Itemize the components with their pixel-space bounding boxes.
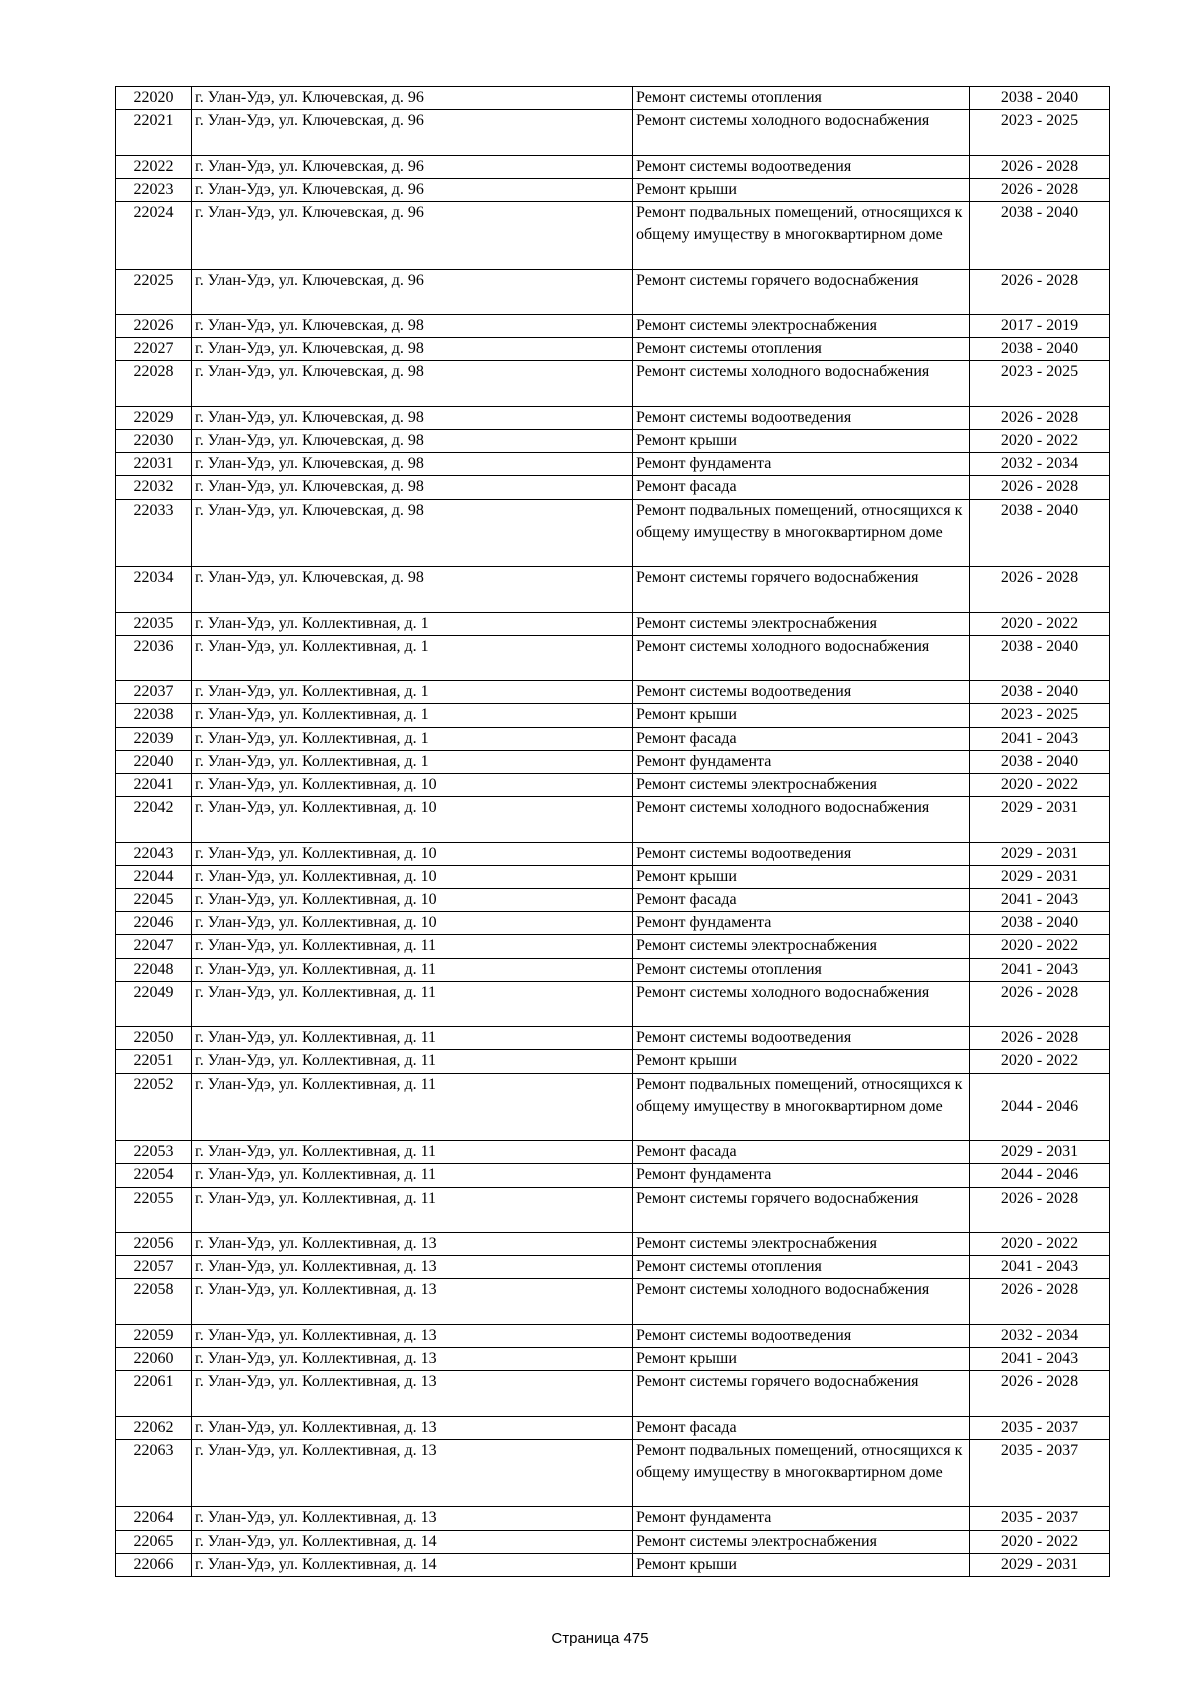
row-number: 22061 [116, 1371, 192, 1416]
row-period: 2038 - 2040 [970, 202, 1110, 270]
row-number: 22024 [116, 202, 192, 270]
row-period: 2029 - 2031 [970, 1553, 1110, 1576]
row-address: г. Улан-Удэ, ул. Коллективная, д. 11 [192, 935, 633, 958]
row-number: 22054 [116, 1164, 192, 1187]
row-address: г. Улан-Удэ, ул. Коллективная, д. 10 [192, 865, 633, 888]
table-row [116, 1187, 1110, 1232]
row-number: 22053 [116, 1141, 192, 1164]
row-work-type: Ремонт системы электроснабжения [633, 612, 970, 635]
row-address: г. Улан-Удэ, ул. Коллективная, д. 1 [192, 704, 633, 727]
row-period: 2020 - 2022 [970, 935, 1110, 958]
row-number: 22028 [116, 361, 192, 406]
row-work-type: Ремонт системы горячего водоснабжения [633, 269, 970, 314]
table-row [116, 1050, 1110, 1073]
table-row [116, 1530, 1110, 1553]
row-work-type: Ремонт системы водоотведения [633, 1027, 970, 1050]
row-period: 2026 - 2028 [970, 981, 1110, 1026]
row-period: 2029 - 2031 [970, 842, 1110, 865]
row-work-type: Ремонт системы водоотведения [633, 842, 970, 865]
row-period: 2032 - 2034 [970, 453, 1110, 476]
table-row [116, 1371, 1110, 1416]
row-number: 22035 [116, 612, 192, 635]
row-address: г. Улан-Удэ, ул. Коллективная, д. 13 [192, 1279, 633, 1324]
row-period: 2023 - 2025 [970, 361, 1110, 406]
row-period: 2038 - 2040 [970, 338, 1110, 361]
table-row [116, 1073, 1110, 1141]
table-row [116, 750, 1110, 773]
table-row [116, 1256, 1110, 1279]
row-address: г. Улан-Удэ, ул. Ключевская, д. 98 [192, 499, 633, 567]
row-work-type: Ремонт системы холодного водоснабжения [633, 981, 970, 1026]
table-row [116, 773, 1110, 796]
row-period: 2041 - 2043 [970, 1347, 1110, 1370]
row-number: 22044 [116, 865, 192, 888]
table-row [116, 1347, 1110, 1370]
table-row [116, 797, 1110, 842]
row-address: г. Улан-Удэ, ул. Коллективная, д. 10 [192, 888, 633, 911]
row-number: 22023 [116, 178, 192, 201]
row-work-type: Ремонт системы водоотведения [633, 406, 970, 429]
table-row [116, 704, 1110, 727]
row-number: 22063 [116, 1439, 192, 1507]
row-period: 2026 - 2028 [970, 476, 1110, 499]
row-number: 22055 [116, 1187, 192, 1232]
row-address: г. Улан-Удэ, ул. Ключевская, д. 98 [192, 567, 633, 612]
row-address: г. Улан-Удэ, ул. Ключевская, д. 96 [192, 155, 633, 178]
row-period: 2029 - 2031 [970, 1141, 1110, 1164]
row-address: г. Улан-Удэ, ул. Коллективная, д. 13 [192, 1232, 633, 1255]
table-row [116, 87, 1110, 110]
repair-schedule-table [115, 86, 1110, 1577]
table-row [116, 567, 1110, 612]
row-address: г. Улан-Удэ, ул. Коллективная, д. 10 [192, 842, 633, 865]
table-row [116, 912, 1110, 935]
row-address: г. Улан-Удэ, ул. Ключевская, д. 96 [192, 178, 633, 201]
row-address: г. Улан-Удэ, ул. Ключевская, д. 98 [192, 314, 633, 337]
row-work-type: Ремонт системы холодного водоснабжения [633, 361, 970, 406]
row-work-type: Ремонт системы холодного водоснабжения [633, 110, 970, 155]
table-row [116, 1416, 1110, 1439]
row-number: 22065 [116, 1530, 192, 1553]
row-address: г. Улан-Удэ, ул. Ключевская, д. 98 [192, 476, 633, 499]
row-work-type: Ремонт системы отопления [633, 87, 970, 110]
row-number: 22049 [116, 981, 192, 1026]
table-row [116, 314, 1110, 337]
row-address: г. Улан-Удэ, ул. Коллективная, д. 14 [192, 1530, 633, 1553]
row-number: 22050 [116, 1027, 192, 1050]
row-period: 2020 - 2022 [970, 1232, 1110, 1255]
row-period: 2038 - 2040 [970, 499, 1110, 567]
row-period: 2023 - 2025 [970, 704, 1110, 727]
row-address: г. Улан-Удэ, ул. Ключевская, д. 96 [192, 87, 633, 110]
row-period: 2020 - 2022 [970, 1050, 1110, 1073]
table-row [116, 727, 1110, 750]
row-work-type: Ремонт системы горячего водоснабжения [633, 1371, 970, 1416]
row-number: 22041 [116, 773, 192, 796]
row-work-type: Ремонт системы отопления [633, 958, 970, 981]
row-address: г. Улан-Удэ, ул. Коллективная, д. 11 [192, 1050, 633, 1073]
page-number: Страница 475 [551, 1630, 649, 1647]
row-number: 22060 [116, 1347, 192, 1370]
row-period: 2026 - 2028 [970, 406, 1110, 429]
row-number: 22037 [116, 681, 192, 704]
row-address: г. Улан-Удэ, ул. Ключевская, д. 96 [192, 202, 633, 270]
row-work-type: Ремонт фасада [633, 1141, 970, 1164]
table-row [116, 1141, 1110, 1164]
table-row [116, 269, 1110, 314]
row-work-type: Ремонт крыши [633, 1553, 970, 1576]
row-period: 2026 - 2028 [970, 1371, 1110, 1416]
row-period: 2020 - 2022 [970, 612, 1110, 635]
row-number: 22030 [116, 429, 192, 452]
row-number: 22057 [116, 1256, 192, 1279]
table-row [116, 361, 1110, 406]
row-work-type: Ремонт подвальных помещений, относящихся к общему имуществу в многоквартирном доме [633, 202, 970, 270]
table-row [116, 1553, 1110, 1576]
row-work-type: Ремонт системы горячего водоснабжения [633, 1187, 970, 1232]
row-address: г. Улан-Удэ, ул. Коллективная, д. 13 [192, 1416, 633, 1439]
row-period: 2023 - 2025 [970, 110, 1110, 155]
table-row [116, 338, 1110, 361]
row-period: 2041 - 2043 [970, 888, 1110, 911]
table-row [116, 865, 1110, 888]
row-period: 2020 - 2022 [970, 429, 1110, 452]
row-address: г. Улан-Удэ, ул. Коллективная, д. 13 [192, 1371, 633, 1416]
row-work-type: Ремонт крыши [633, 865, 970, 888]
row-address: г. Улан-Удэ, ул. Коллективная, д. 10 [192, 912, 633, 935]
row-period: 2041 - 2043 [970, 727, 1110, 750]
row-number: 22021 [116, 110, 192, 155]
table-row [116, 842, 1110, 865]
table-row [116, 612, 1110, 635]
row-work-type: Ремонт фундамента [633, 1507, 970, 1530]
row-period: 2020 - 2022 [970, 1530, 1110, 1553]
table-row [116, 888, 1110, 911]
row-number: 22026 [116, 314, 192, 337]
row-address: г. Улан-Удэ, ул. Коллективная, д. 11 [192, 981, 633, 1026]
row-work-type: Ремонт системы водоотведения [633, 1324, 970, 1347]
table-row [116, 178, 1110, 201]
row-address: г. Улан-Удэ, ул. Ключевская, д. 98 [192, 429, 633, 452]
row-number: 22027 [116, 338, 192, 361]
row-address: г. Улан-Удэ, ул. Коллективная, д. 13 [192, 1324, 633, 1347]
row-number: 22025 [116, 269, 192, 314]
row-address: г. Улан-Удэ, ул. Коллективная, д. 13 [192, 1507, 633, 1530]
table-row [116, 155, 1110, 178]
row-work-type: Ремонт подвальных помещений, относящихся к общему имуществу в многоквартирном доме [633, 499, 970, 567]
row-address: г. Улан-Удэ, ул. Коллективная, д. 11 [192, 1073, 633, 1141]
row-number: 22064 [116, 1507, 192, 1530]
row-address: г. Улан-Удэ, ул. Коллективная, д. 1 [192, 681, 633, 704]
row-period: 2029 - 2031 [970, 797, 1110, 842]
row-period: 2026 - 2028 [970, 1279, 1110, 1324]
table-row [116, 1027, 1110, 1050]
row-period: 2038 - 2040 [970, 635, 1110, 680]
row-period: 2035 - 2037 [970, 1416, 1110, 1439]
row-address: г. Улан-Удэ, ул. Коллективная, д. 11 [192, 1187, 633, 1232]
row-number: 22036 [116, 635, 192, 680]
row-work-type: Ремонт системы электроснабжения [633, 935, 970, 958]
row-number: 22022 [116, 155, 192, 178]
table-row [116, 202, 1110, 270]
row-number: 22032 [116, 476, 192, 499]
row-number: 22020 [116, 87, 192, 110]
row-period: 2035 - 2037 [970, 1507, 1110, 1530]
row-period: 2044 - 2046 [970, 1073, 1110, 1141]
row-address: г. Улан-Удэ, ул. Коллективная, д. 13 [192, 1347, 633, 1370]
row-work-type: Ремонт системы холодного водоснабжения [633, 797, 970, 842]
row-number: 22062 [116, 1416, 192, 1439]
row-address: г. Улан-Удэ, ул. Коллективная, д. 10 [192, 797, 633, 842]
row-period: 2026 - 2028 [970, 1187, 1110, 1232]
row-address: г. Улан-Удэ, ул. Коллективная, д. 1 [192, 612, 633, 635]
row-address: г. Улан-Удэ, ул. Коллективная, д. 1 [192, 727, 633, 750]
row-number: 22051 [116, 1050, 192, 1073]
row-number: 22042 [116, 797, 192, 842]
row-number: 22047 [116, 935, 192, 958]
row-address: г. Улан-Удэ, ул. Ключевская, д. 98 [192, 361, 633, 406]
row-number: 22040 [116, 750, 192, 773]
table-row [116, 1324, 1110, 1347]
row-period: 2038 - 2040 [970, 87, 1110, 110]
row-work-type: Ремонт фасада [633, 476, 970, 499]
row-work-type: Ремонт подвальных помещений, относящихся к общему имуществу в многоквартирном доме [633, 1439, 970, 1507]
table-row [116, 1232, 1110, 1255]
row-number: 22066 [116, 1553, 192, 1576]
row-period: 2026 - 2028 [970, 567, 1110, 612]
row-work-type: Ремонт фасада [633, 727, 970, 750]
table-row [116, 1164, 1110, 1187]
row-period: 2044 - 2046 [970, 1164, 1110, 1187]
row-work-type: Ремонт системы электроснабжения [633, 773, 970, 796]
row-work-type: Ремонт системы отопления [633, 338, 970, 361]
row-work-type: Ремонт крыши [633, 178, 970, 201]
table-row [116, 981, 1110, 1026]
row-work-type: Ремонт фундамента [633, 1164, 970, 1187]
row-address: г. Улан-Удэ, ул. Коллективная, д. 11 [192, 1141, 633, 1164]
row-address: г. Улан-Удэ, ул. Ключевская, д. 96 [192, 110, 633, 155]
row-number: 22046 [116, 912, 192, 935]
row-work-type: Ремонт системы горячего водоснабжения [633, 567, 970, 612]
row-period: 2026 - 2028 [970, 1027, 1110, 1050]
row-number: 22058 [116, 1279, 192, 1324]
row-work-type: Ремонт системы холодного водоснабжения [633, 635, 970, 680]
row-number: 22045 [116, 888, 192, 911]
row-number: 22031 [116, 453, 192, 476]
row-work-type: Ремонт фасада [633, 888, 970, 911]
row-address: г. Улан-Удэ, ул. Коллективная, д. 11 [192, 958, 633, 981]
row-period: 2038 - 2040 [970, 681, 1110, 704]
table-row [116, 635, 1110, 680]
row-work-type: Ремонт системы холодного водоснабжения [633, 1279, 970, 1324]
row-number: 22056 [116, 1232, 192, 1255]
table-row [116, 110, 1110, 155]
row-work-type: Ремонт фундамента [633, 453, 970, 476]
row-address: г. Улан-Удэ, ул. Ключевская, д. 98 [192, 338, 633, 361]
row-period: 2038 - 2040 [970, 912, 1110, 935]
row-number: 22033 [116, 499, 192, 567]
row-address: г. Улан-Удэ, ул. Коллективная, д. 1 [192, 635, 633, 680]
table-row [116, 958, 1110, 981]
row-number: 22043 [116, 842, 192, 865]
row-work-type: Ремонт системы электроснабжения [633, 314, 970, 337]
row-work-type: Ремонт системы электроснабжения [633, 1530, 970, 1553]
row-period: 2026 - 2028 [970, 155, 1110, 178]
row-period: 2026 - 2028 [970, 269, 1110, 314]
table-row [116, 429, 1110, 452]
row-work-type: Ремонт крыши [633, 1347, 970, 1370]
row-address: г. Улан-Удэ, ул. Ключевская, д. 98 [192, 453, 633, 476]
row-period: 2041 - 2043 [970, 1256, 1110, 1279]
row-address: г. Улан-Удэ, ул. Ключевская, д. 96 [192, 269, 633, 314]
row-number: 22052 [116, 1073, 192, 1141]
row-work-type: Ремонт фундамента [633, 912, 970, 935]
row-work-type: Ремонт системы отопления [633, 1256, 970, 1279]
row-address: г. Улан-Удэ, ул. Коллективная, д. 10 [192, 773, 633, 796]
row-work-type: Ремонт фасада [633, 1416, 970, 1439]
row-work-type: Ремонт крыши [633, 429, 970, 452]
row-number: 22038 [116, 704, 192, 727]
row-work-type: Ремонт системы водоотведения [633, 155, 970, 178]
row-period: 2020 - 2022 [970, 773, 1110, 796]
row-address: г. Улан-Удэ, ул. Ключевская, д. 98 [192, 406, 633, 429]
row-period: 2035 - 2037 [970, 1439, 1110, 1507]
table-row [116, 1507, 1110, 1530]
table-row [116, 476, 1110, 499]
row-number: 22048 [116, 958, 192, 981]
row-number: 22029 [116, 406, 192, 429]
row-address: г. Улан-Удэ, ул. Коллективная, д. 14 [192, 1553, 633, 1576]
row-period: 2026 - 2028 [970, 178, 1110, 201]
row-address: г. Улан-Удэ, ул. Коллективная, д. 13 [192, 1439, 633, 1507]
row-address: г. Улан-Удэ, ул. Коллективная, д. 13 [192, 1256, 633, 1279]
row-work-type: Ремонт системы электроснабжения [633, 1232, 970, 1255]
row-address: г. Улан-Удэ, ул. Коллективная, д. 11 [192, 1027, 633, 1050]
row-address: г. Улан-Удэ, ул. Коллективная, д. 11 [192, 1164, 633, 1187]
row-period: 2041 - 2043 [970, 958, 1110, 981]
row-period: 2017 - 2019 [970, 314, 1110, 337]
row-period: 2032 - 2034 [970, 1324, 1110, 1347]
row-number: 22059 [116, 1324, 192, 1347]
row-number: 22034 [116, 567, 192, 612]
table-row [116, 935, 1110, 958]
row-work-type: Ремонт подвальных помещений, относящихся к общему имуществу в многоквартирном доме [633, 1073, 970, 1141]
table-row [116, 406, 1110, 429]
row-work-type: Ремонт крыши [633, 1050, 970, 1073]
table-row [116, 681, 1110, 704]
row-period: 2029 - 2031 [970, 865, 1110, 888]
table-row [116, 1439, 1110, 1507]
row-work-type: Ремонт крыши [633, 704, 970, 727]
row-number: 22039 [116, 727, 192, 750]
row-address: г. Улан-Удэ, ул. Коллективная, д. 1 [192, 750, 633, 773]
row-work-type: Ремонт системы водоотведения [633, 681, 970, 704]
row-period: 2038 - 2040 [970, 750, 1110, 773]
table-row [116, 1279, 1110, 1324]
table-row [116, 453, 1110, 476]
table-row [116, 499, 1110, 567]
row-work-type: Ремонт фундамента [633, 750, 970, 773]
